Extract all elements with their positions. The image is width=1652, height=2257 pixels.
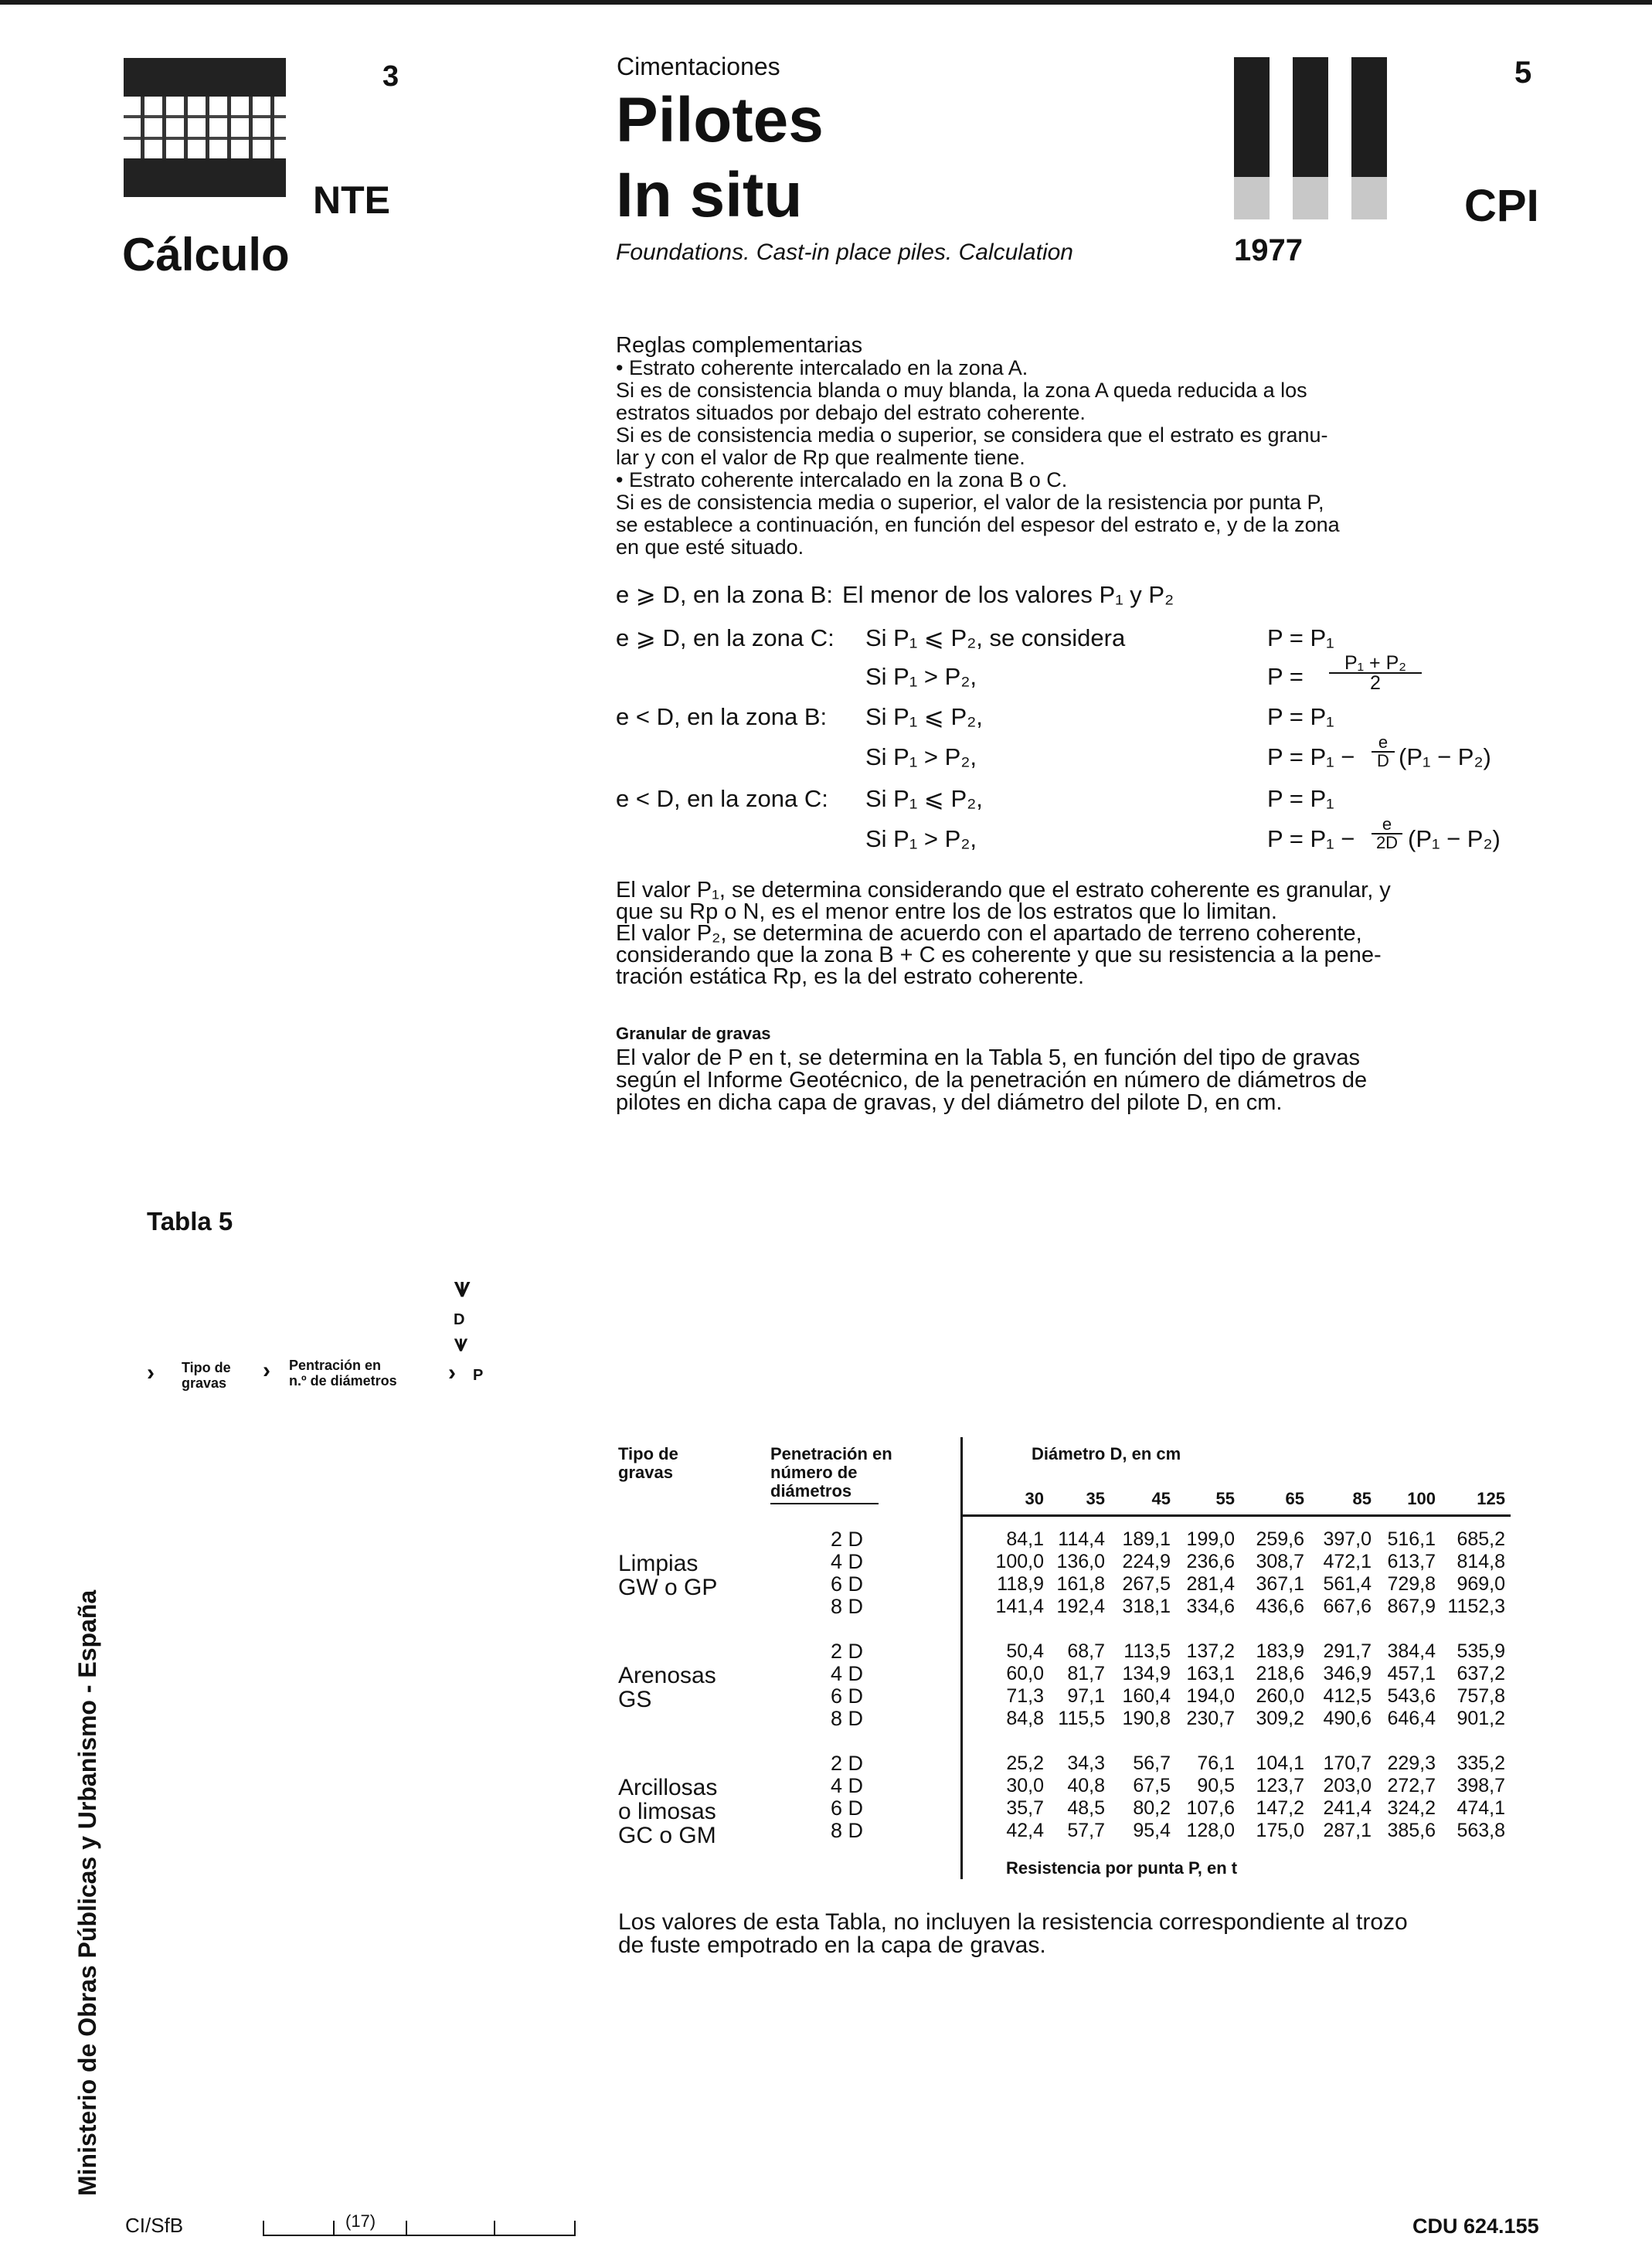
table-cell: 561,4 [1323, 1573, 1372, 1595]
table-divider [960, 1437, 963, 1879]
rule-line: estratos situados por debajo del estrato coherente. [616, 401, 1086, 424]
table-cell: 563,8 [1457, 1820, 1505, 1841]
rules-heading: Reglas complementarias [616, 333, 863, 358]
gravel-type-line: GC o GM [618, 1823, 716, 1848]
table-cell: 224,9 [1122, 1551, 1171, 1572]
header-tipo: Tipo de gravas [618, 1444, 678, 1482]
rule-line: • Estrato coherente intercalado en la zona B o C. [616, 468, 1068, 491]
table-cell: 80,2 [1133, 1797, 1171, 1819]
formula-case: Si P₁ > P₂, [865, 663, 977, 690]
table-cell: 95,4 [1133, 1820, 1171, 1841]
arrow-icon: › [147, 1360, 155, 1385]
table-cell: 114,4 [1058, 1528, 1105, 1550]
table-cell: 81,7 [1067, 1663, 1105, 1684]
rule-line: • Estrato coherente intercalado en la zona A. [616, 356, 1028, 379]
formula-case: Si P₁ ⩽ P₂, se considera [865, 624, 1126, 651]
diameter-header: 85 [1352, 1489, 1372, 1508]
table-cell: 68,7 [1067, 1640, 1105, 1662]
rule-line: Si es de consistencia blanda o muy blanda, la zona A queda reducida a los [616, 379, 1307, 402]
text-line: Los valores de esta Tabla, no incluyen la resistencia correspondiente al trozo [618, 1909, 1408, 1935]
table-cell: 230,7 [1186, 1708, 1235, 1729]
table-note [618, 1911, 1530, 1957]
table-cell: 161,8 [1056, 1573, 1105, 1595]
table-cell: 281,4 [1186, 1573, 1235, 1595]
table-cell: 218,6 [1256, 1663, 1304, 1684]
header-underline [770, 1503, 879, 1504]
table-cell: 318,1 [1122, 1596, 1171, 1617]
table-cell: 646,4 [1387, 1708, 1436, 1729]
table-cell: 334,6 [1186, 1596, 1235, 1617]
table-cell: 113,5 [1123, 1640, 1171, 1662]
rule-line: Si es de consistencia media o superior, se considera que el estrato es granu- [616, 423, 1328, 447]
text-line: El valor de P en t, se determina en la Tabla 5, en función del tipo de gravas [616, 1045, 1360, 1070]
category: Cimentaciones [617, 53, 780, 80]
formula-cond: e ⩾ D, en la zona C: [616, 624, 834, 651]
table-cell: 969,0 [1457, 1573, 1505, 1595]
table-cell: 42,4 [1006, 1820, 1044, 1841]
fraction: P₁ + P₂ 2 [1329, 654, 1422, 692]
diameter-header: 35 [1086, 1489, 1105, 1508]
table-cell: 472,1 [1323, 1551, 1372, 1572]
formula-result: P = [1267, 663, 1304, 690]
table-cell: 137,2 [1186, 1640, 1235, 1662]
table-cell: 259,6 [1256, 1528, 1304, 1550]
sheet-number-left: 3 [382, 60, 399, 93]
penetration-value: 2 D [831, 1528, 864, 1551]
table-cell: 147,2 [1256, 1797, 1304, 1819]
table-cell: 814,8 [1457, 1551, 1505, 1572]
diameter-header: 125 [1477, 1489, 1505, 1508]
formula-result: (P₁ − P₂) [1399, 743, 1491, 770]
penetration-value: 4 D [831, 1774, 864, 1797]
table-title: Tabla 5 [147, 1207, 233, 1236]
table-cell: 335,2 [1457, 1752, 1505, 1774]
gravel-type [618, 1552, 717, 1599]
sheet-number-right: 5 [1514, 56, 1532, 90]
diameter-header: 100 [1407, 1489, 1436, 1508]
fraction: e D [1372, 734, 1395, 770]
table-cell: 236,6 [1186, 1551, 1235, 1572]
table-cell: 97,1 [1067, 1685, 1105, 1707]
year: 1977 [1234, 233, 1303, 267]
penetration-value: 6 D [831, 1684, 864, 1708]
table-cell: 160,4 [1122, 1685, 1171, 1707]
formula-case: Si P₁ ⩽ P₂, [865, 785, 983, 812]
paragraph-p1-p2 [616, 879, 1528, 987]
cdu-code: CDU 624.155 [1412, 2215, 1539, 2238]
table-cell: 291,7 [1323, 1640, 1372, 1662]
diagram-p: P [473, 1367, 484, 1384]
rule-line: lar y con el valor de Rp que realmente tiene. [616, 446, 1025, 469]
table-cell: 100,0 [995, 1551, 1044, 1572]
formula-result: P = P₁ − [1267, 825, 1355, 852]
table-cell: 40,8 [1067, 1775, 1105, 1796]
table-cell: 50,4 [1006, 1640, 1044, 1662]
complementary-rules [616, 335, 1528, 559]
penetration-value: 8 D [831, 1595, 864, 1618]
rule-line: se establece a continuación, en función del espesor del estrato e, y de la zona [616, 513, 1340, 536]
table-cell: 107,6 [1186, 1797, 1235, 1819]
penetration-value: 4 D [831, 1662, 864, 1685]
penetration-value: 6 D [831, 1796, 864, 1820]
table-cell: 535,9 [1457, 1640, 1505, 1662]
table-cell: 134,9 [1122, 1663, 1171, 1684]
table-cell: 412,5 [1323, 1685, 1372, 1707]
table-cell: 384,4 [1387, 1640, 1436, 1662]
arrow-icon: › [263, 1358, 270, 1383]
header-diametro: Diámetro D, en cm [1032, 1444, 1181, 1463]
table-cell: 190,8 [1122, 1708, 1171, 1729]
table-cell: 84,1 [1006, 1528, 1044, 1550]
arrow-icon: › [448, 1360, 456, 1385]
table-cell: 25,2 [1006, 1752, 1044, 1774]
table-cell: 30,0 [1006, 1775, 1044, 1796]
table-cell: 543,6 [1387, 1685, 1436, 1707]
table-cell: 76,1 [1197, 1752, 1235, 1774]
table-cell: 385,6 [1387, 1820, 1436, 1841]
table-cell: 48,5 [1067, 1797, 1105, 1819]
cisfb-label: CI/SfB [125, 2214, 184, 2237]
formula-result: P = P₁ [1267, 624, 1334, 651]
table-cell: 229,3 [1387, 1752, 1436, 1774]
top-rule [0, 0, 1652, 5]
formula-result: P = P₁ − [1267, 743, 1355, 770]
granular-paragraph [616, 1047, 1528, 1114]
table-cell: 397,0 [1323, 1528, 1372, 1550]
gravel-type-line: Arenosas [618, 1663, 716, 1688]
gravel-type-line: Arcillosas [618, 1775, 718, 1800]
fraction: e 2D [1372, 816, 1402, 851]
nte-logo [124, 58, 286, 197]
formula-result: (P₁ − P₂) [1408, 825, 1501, 852]
text-line: El valor P₂, se determina de acuerdo con el apartado de terreno coherente, [616, 921, 1362, 946]
pile-top-icon: ⩛ [454, 1271, 471, 1303]
table-cell: 436,6 [1256, 1596, 1304, 1617]
table-cell: 163,1 [1186, 1663, 1235, 1684]
cisfb-ruler [263, 2221, 576, 2236]
table-cell: 123,7 [1256, 1775, 1304, 1796]
text-line: tración estática Rp, es la del estrato coherente. [616, 964, 1085, 989]
gravel-type-line: o limosas [618, 1799, 716, 1824]
table-cell: 189,1 [1122, 1528, 1171, 1550]
header-penetracion: Penetración en número de diámetros [770, 1444, 892, 1501]
table-cell: 729,8 [1387, 1573, 1436, 1595]
text-line: El valor P₁, se determina considerando que el estrato coherente es granular, y [616, 878, 1391, 902]
table-cell: 346,9 [1323, 1663, 1372, 1684]
table-header-rule [960, 1514, 1511, 1517]
table-cell: 757,8 [1457, 1685, 1505, 1707]
table-cell: 71,3 [1006, 1685, 1044, 1707]
table-cell: 308,7 [1256, 1551, 1304, 1572]
table-cell: 637,2 [1457, 1663, 1505, 1684]
table-cell: 128,0 [1186, 1820, 1235, 1841]
text-line: según el Informe Geotécnico, de la penetración en número de diámetros de [616, 1068, 1368, 1093]
table-cell: 183,9 [1256, 1640, 1304, 1662]
title-line-1: Pilotes [616, 85, 824, 155]
formula-cond: e < D, en la zona B: [616, 703, 828, 730]
title-line-2: In situ [616, 160, 803, 230]
table-cell: 56,7 [1133, 1752, 1171, 1774]
table-cell: 272,7 [1387, 1775, 1436, 1796]
table-cell: 901,2 [1457, 1708, 1505, 1729]
table-cell: 613,7 [1387, 1551, 1436, 1572]
penetration-value: 4 D [831, 1550, 864, 1573]
section-title: Cálculo [122, 229, 290, 280]
gravel-type-line: GW o GP [618, 1575, 718, 1600]
text-line: considerando que la zona B + C es coherente y que su resistencia a la pene- [616, 943, 1382, 967]
table-cell: 457,1 [1387, 1663, 1436, 1684]
gravel-type-line: Limpias [618, 1551, 699, 1576]
table-cell: 474,1 [1457, 1797, 1505, 1819]
table-cell: 241,4 [1323, 1797, 1372, 1819]
table-cell: 267,5 [1122, 1573, 1171, 1595]
table-cell: 90,5 [1197, 1775, 1235, 1796]
penetration-value: 8 D [831, 1707, 864, 1730]
table-cell: 84,8 [1006, 1708, 1044, 1729]
formula-cond: e < D, en la zona C: [616, 785, 828, 812]
table-cell: 115,5 [1058, 1708, 1105, 1729]
table-cell: 192,4 [1056, 1596, 1105, 1617]
diagram-d: D [454, 1311, 465, 1328]
rule-line: Si es de consistencia media o superior, el valor de la resistencia por punta P, [616, 491, 1324, 514]
table-cell: 104,1 [1256, 1752, 1304, 1774]
table-cell: 175,0 [1256, 1820, 1304, 1841]
formula-cond: e ⩾ D, en la zona B: [616, 581, 834, 608]
diagram-penetracion: Pentración en n.º de diámetros [289, 1358, 397, 1389]
table-cell: 667,6 [1323, 1596, 1372, 1617]
diameter-header: 65 [1285, 1489, 1304, 1508]
penetration-value: 2 D [831, 1752, 864, 1775]
formula-result: P = P₁ [1267, 785, 1334, 812]
diameter-header: 45 [1151, 1489, 1171, 1508]
text-line: pilotes en dicha capa de gravas, y del diámetro del pilote D, en cm. [616, 1090, 1283, 1115]
table-cell: 35,7 [1006, 1797, 1044, 1819]
formula-case: Si P₁ ⩽ P₂, [865, 703, 983, 730]
rule-line: en que esté situado. [616, 535, 804, 559]
table-cell: 194,0 [1186, 1685, 1235, 1707]
ruler-code: (17) [345, 2211, 376, 2231]
table-cell: 170,7 [1323, 1752, 1372, 1774]
table-cell: 136,0 [1056, 1551, 1105, 1572]
piles-icon [1234, 57, 1389, 219]
table-cell: 34,3 [1067, 1752, 1105, 1774]
penetration-value: 6 D [831, 1572, 864, 1596]
table-cell: 398,7 [1457, 1775, 1505, 1796]
table-cell: 203,0 [1323, 1775, 1372, 1796]
diameter-header: 55 [1215, 1489, 1235, 1508]
penetration-value: 2 D [831, 1640, 864, 1663]
table-cell: 287,1 [1323, 1820, 1372, 1841]
table-footer: Resistencia por punta P, en t [1006, 1858, 1238, 1878]
table-cell: 118,9 [997, 1573, 1044, 1595]
table-cell: 516,1 [1387, 1528, 1436, 1550]
table-cell: 367,1 [1256, 1573, 1304, 1595]
diameter-header: 30 [1025, 1489, 1044, 1508]
penetration-value: 8 D [831, 1819, 864, 1842]
table-cell: 1152,3 [1447, 1596, 1505, 1617]
table-cell: 867,9 [1387, 1596, 1436, 1617]
gravel-type [618, 1664, 716, 1711]
gravel-type-line: GS [618, 1687, 652, 1712]
table-cell: 685,2 [1457, 1528, 1505, 1550]
formula-case: Si P₁ > P₂, [865, 825, 977, 852]
text-line: de fuste empotrado en la capa de gravas. [618, 1932, 1046, 1958]
text-line: que su Rp o N, es el menor entre los de los estratos que lo limitan. [616, 899, 1277, 924]
table-cell: 67,5 [1133, 1775, 1171, 1796]
gravel-type [618, 1776, 717, 1847]
table-cell: 199,0 [1186, 1528, 1235, 1550]
table-cell: 141,4 [995, 1596, 1044, 1617]
english-subtitle: Foundations. Cast-in place piles. Calculation [616, 240, 1073, 265]
formula-result: P = P₁ [1267, 703, 1334, 730]
diagram-tipo: Tipo de gravas [182, 1360, 231, 1391]
pile-tip-icon: ⩛ [454, 1331, 467, 1356]
table-cell: 57,7 [1067, 1820, 1105, 1841]
formula-text: El menor de los valores P₁ y P₂ [842, 581, 1174, 608]
table-cell: 260,0 [1256, 1685, 1304, 1707]
series-code: NTE [313, 178, 390, 222]
ministry-label: Ministerio de Obras Públicas y Urbanismo - España [73, 1589, 101, 2196]
granular-heading: Granular de gravas [616, 1024, 771, 1043]
document-code: CPI [1464, 181, 1539, 231]
table-cell: 324,2 [1387, 1797, 1436, 1819]
table-cell: 60,0 [1006, 1663, 1044, 1684]
table-cell: 490,6 [1323, 1708, 1372, 1729]
table-cell: 309,2 [1256, 1708, 1304, 1729]
formula-case: Si P₁ > P₂, [865, 743, 977, 770]
